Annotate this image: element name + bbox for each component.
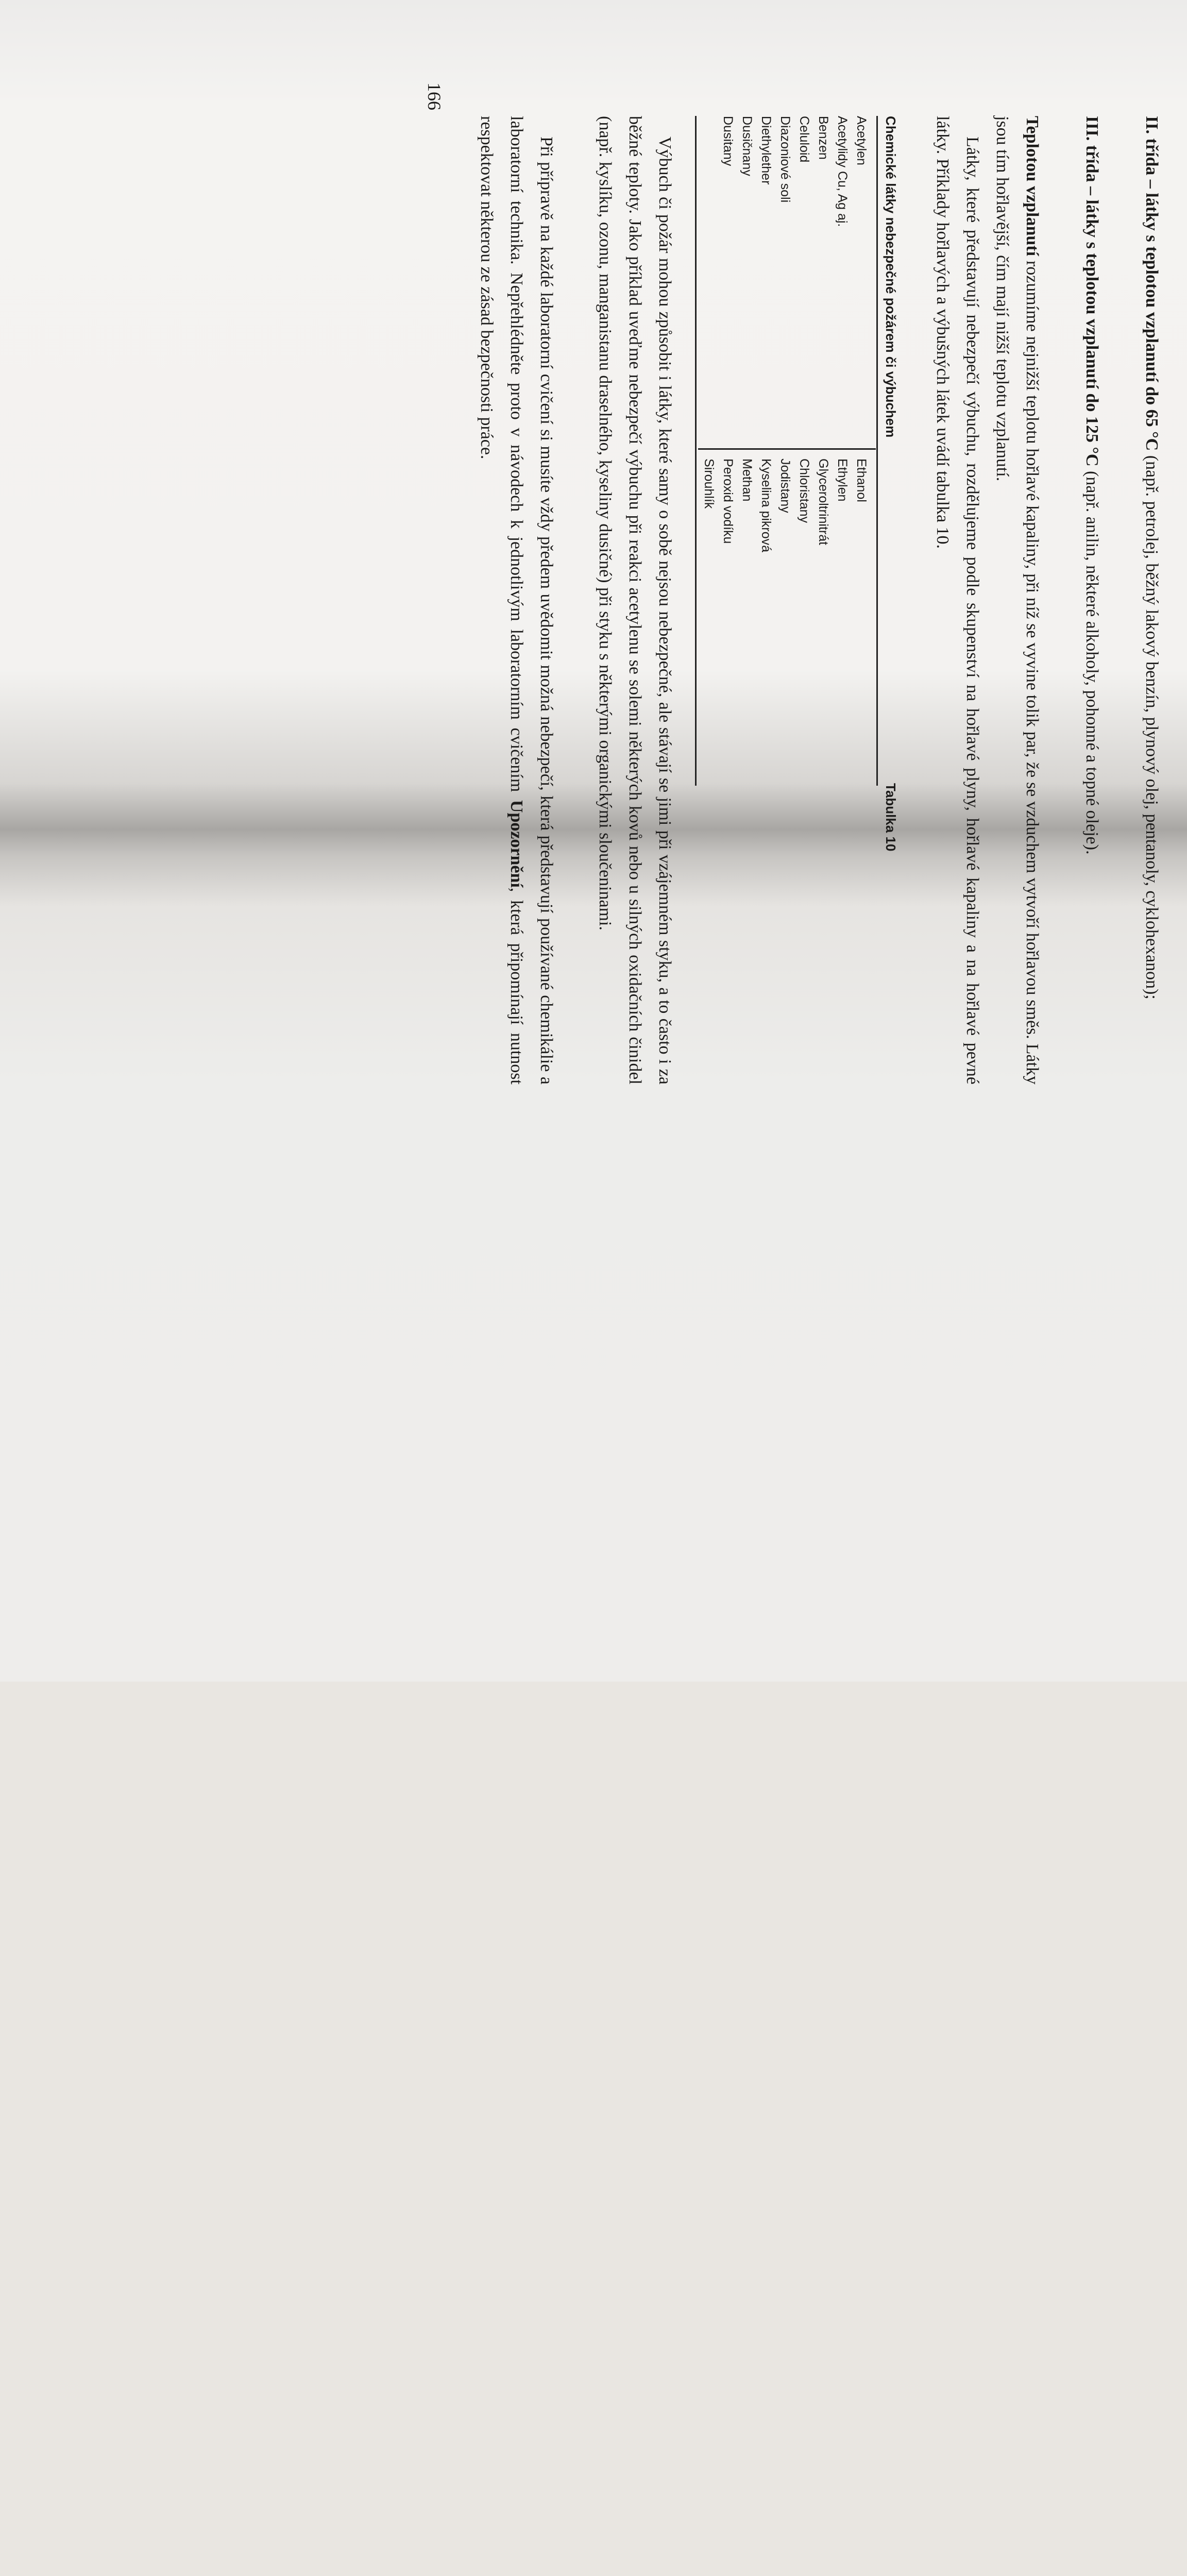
page-167 <box>350 1690 1187 2576</box>
table-cell: Glyceroltrinitrát <box>816 459 830 546</box>
table-cell: Dusičnany <box>740 116 754 176</box>
flash-point-term: Teplotou vzplanutí <box>1023 116 1042 257</box>
class-2-paragraph <box>1137 116 1166 1084</box>
safety-text-a: Při přípravě na každé laboratorní cvičení si musíte vždy předem uvědomit možná nebezpečí, která představují používané chemikálie a laboratorní technika. Nepřehlédněte proto v návodech k jednotlivým laboratorním cvičením <box>507 116 556 1084</box>
groups-paragraph: Látky, které představují nebezpečí výbuchu, rozdělujeme podle skupenství na hořlavé plyny, hořlavé kapaliny a na hořlavé pevné látky. Příklady hořlavých a výbušných látek uvádí tabulka 10. <box>933 116 982 1084</box>
table-cell: Ethanol <box>854 459 869 502</box>
class-3-text: (např. anilin, některé alkoholy, pohonné a topné oleje). <box>1082 466 1101 855</box>
flash-point-text: rozumíme nejnižší teplotu hořlavé kapaliny, při níž se vyvine tolik par, že se vzduchem vytvoří hořlavou směs. Látky jsou tím hořlavější, čím mají nižší teplotu vzplanutí. <box>993 116 1042 1084</box>
table-cell: Chloristany <box>797 459 811 523</box>
class-2-text: (např. petrolej, běžný lakový benzín, plynový olej, pentanoly, cyklohexanon); <box>1142 451 1161 999</box>
table-bottom-rule <box>695 116 697 786</box>
table-cell: Diazoniové soli <box>778 116 792 203</box>
page-number-166: 166 <box>424 82 445 110</box>
flash-point-definition <box>987 116 1047 1084</box>
class-3-paragraph <box>1077 116 1107 1084</box>
safety-text-b: , která připomínají nutnost respektovat některou ze zásad bezpečnosti práce. <box>477 116 526 1085</box>
table-cell: Sirouhlík <box>702 459 716 509</box>
table-column-1 <box>718 116 871 446</box>
safety-warning-term: Upozornění <box>507 800 526 888</box>
table-cell: Methan <box>740 459 754 502</box>
table-column-2 <box>699 459 871 788</box>
class-3-heading: III. třída – látky s teplotou vzplanutí do 125 °C <box>1082 116 1101 467</box>
page-166 <box>352 0 1187 1682</box>
table-cell: Jodistany <box>778 459 792 513</box>
table-caption: Chemické látky nebezpečné požárem či výbuchem <box>883 116 898 438</box>
explosion-paragraph: Výbuch či požár mohou způsobit i látky, které samy o sobě nejsou nebezpečné, ale stávají se jimi při vzájemném styku, a to často i za běžné teploty. Jako příklad uveďme nebezpečí výbuchu při reakci acetylenu se solemi některých kovů nebo u silných oxidačních činidel (např. kyslíku, ozonu, manganistanu draselného, kyseliny dusičné) při styku s některými organickými sloučeninami. <box>596 116 674 1084</box>
table-cell: Acetylidy Cu, Ag aj. <box>835 116 850 227</box>
table-cell: Acetylen <box>854 116 869 165</box>
table-cell: Celuloid <box>797 116 811 163</box>
table-cell: Ethylen <box>835 459 850 502</box>
table-cell: Dusitany <box>721 116 735 166</box>
table-label: Tabulka 10 <box>883 783 898 852</box>
table-top-rule <box>876 116 878 786</box>
table-cell: Kyselina pikrová <box>759 459 773 553</box>
table-cell: Diethylether <box>759 116 773 185</box>
class-2-heading: II. třída – látky s teplotou vzplanutí do 65 °C <box>1142 116 1161 451</box>
table-cell: Benzen <box>816 116 830 160</box>
safety-paragraph <box>471 116 561 1084</box>
table-column-divider <box>698 448 876 450</box>
table-cell: Peroxid vodíku <box>721 459 735 544</box>
